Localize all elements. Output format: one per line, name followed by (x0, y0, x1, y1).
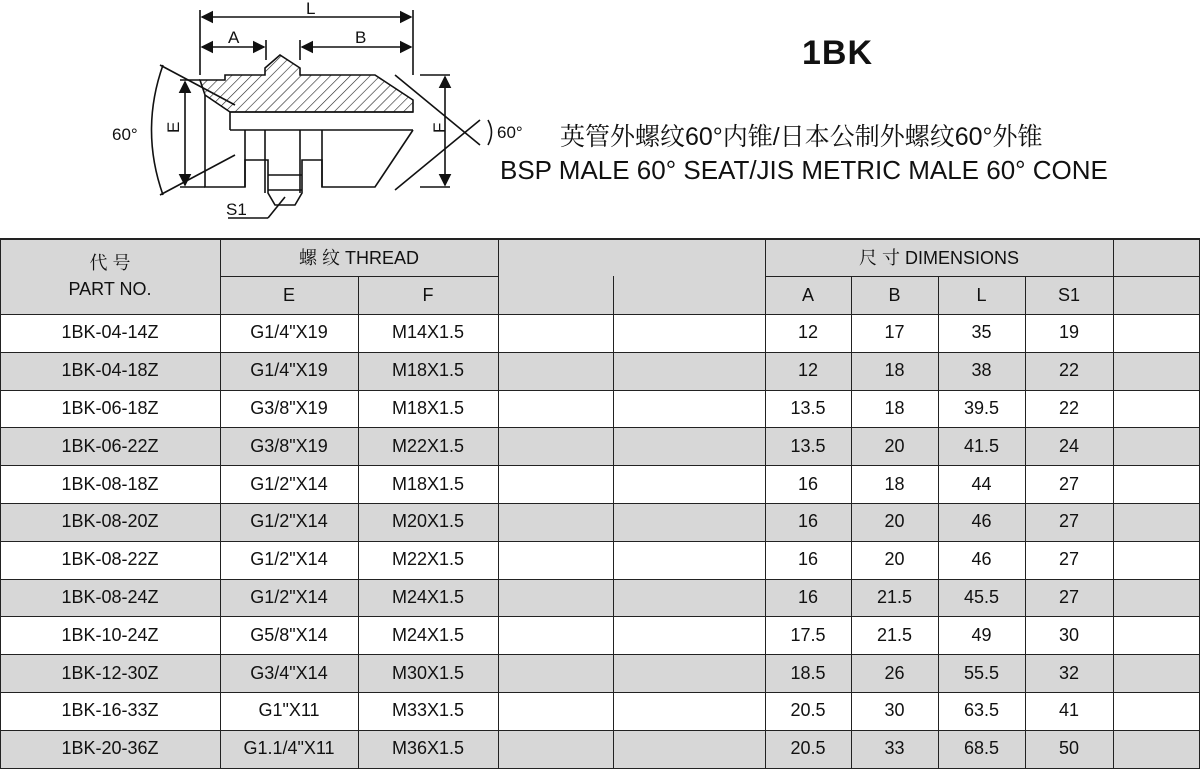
grid-hline (0, 730, 1200, 731)
table-cell-a: 13.5 (790, 435, 826, 456)
table-cell-b: 33 (884, 738, 905, 759)
table-cell-f: M22X1.5 (391, 549, 465, 570)
table-cell-f: M36X1.5 (391, 738, 465, 759)
table-cell-b: 26 (884, 662, 905, 683)
table-cell-f: M18X1.5 (391, 473, 465, 494)
table-cell-l: 68.5 (963, 738, 1000, 759)
table-cell-f: M18X1.5 (391, 397, 465, 418)
grid-vline (938, 276, 939, 768)
angle-label-left: 60° (112, 125, 138, 144)
table-cell-part: 1BK-06-18Z (61, 397, 159, 418)
dim-label-l: L (306, 0, 316, 18)
table-cell-a: 20.5 (790, 738, 826, 759)
table-cell-b: 17 (884, 322, 905, 343)
table-cell-l: 38 (971, 360, 992, 381)
dim-label-e: E (164, 121, 183, 133)
table-cell-l: 35 (971, 322, 992, 343)
grid-vline (1113, 238, 1114, 768)
table-cell-a: 16 (797, 586, 819, 607)
table-cell-s1: 27 (1058, 473, 1080, 494)
table-cell-b: 18 (884, 473, 905, 494)
dim-label-b: B (355, 28, 367, 47)
table-cell-part: 1BK-08-20Z (61, 511, 159, 532)
table-cell-part: 1BK-16-33Z (61, 700, 159, 721)
grid-hline (0, 238, 1200, 240)
grid-hline (0, 465, 1200, 466)
dim-label-a: A (228, 28, 240, 47)
table-cell-a: 18.5 (790, 662, 826, 683)
header-part-en: PART NO. (68, 279, 152, 299)
grid-vline (0, 238, 1, 768)
grid-vline (220, 238, 221, 768)
table-cell-s1: 22 (1058, 360, 1080, 381)
table-cell-e: G3/8"X19 (250, 435, 328, 456)
grid-hline (0, 541, 1200, 542)
header-col-f: F (422, 284, 434, 305)
table-cell-a: 13.5 (790, 397, 826, 418)
table-cell-part: 1BK-20-36Z (61, 738, 159, 759)
grid-hline (0, 390, 1200, 391)
table-cell-b: 21.5 (876, 624, 913, 645)
table-cell-part: 1BK-12-30Z (61, 662, 159, 683)
table-cell-b: 30 (884, 700, 905, 721)
table-cell-s1: 30 (1058, 624, 1080, 645)
table-cell-b: 20 (884, 435, 905, 456)
table-cell-l: 46 (971, 511, 992, 532)
table-cell-f: M33X1.5 (391, 700, 465, 721)
grid-hline (0, 654, 1200, 655)
table-cell-b: 18 (884, 397, 905, 418)
header-part-cn: 代 号 (89, 253, 131, 273)
table-cell-b: 18 (884, 360, 905, 381)
table-cell-l: 49 (971, 624, 992, 645)
table-cell-e: G1/2"X14 (250, 549, 328, 570)
header-col-s1: S1 (1057, 284, 1081, 305)
table-cell-e: G1"X11 (258, 700, 320, 721)
table-cell-e: G1/2"X14 (250, 586, 328, 607)
table-cell-e: G3/4"X14 (250, 662, 328, 683)
table-cell-l: 46 (971, 549, 992, 570)
table-cell-part: 1BK-08-18Z (61, 473, 159, 494)
grid-vline (765, 238, 766, 768)
table-cell-a: 16 (797, 549, 819, 570)
header-dimensions: 尺 寸 DIMENSIONS (858, 248, 1019, 268)
fitting-drawing (100, 0, 523, 226)
table-cell-e: G1/4"X19 (250, 322, 328, 343)
table-cell-part: 1BK-04-18Z (61, 360, 159, 381)
table-cell-l: 44 (971, 473, 992, 494)
grid-hline (0, 427, 1200, 428)
table-cell-a: 20.5 (790, 700, 826, 721)
table-cell-l: 55.5 (963, 662, 1000, 683)
header-col-b: B (888, 284, 901, 305)
subtitle-english: BSP MALE 60° SEAT/JIS METRIC MALE 60° CONE (500, 155, 1108, 185)
table-cell-part: 1BK-08-24Z (61, 586, 159, 607)
grid-vline (1025, 276, 1026, 768)
grid-vline (498, 238, 499, 768)
table-cell-l: 39.5 (963, 397, 1000, 418)
table-cell-a: 16 (797, 511, 819, 532)
grid-vline (613, 276, 614, 768)
grid-hline (0, 314, 1200, 315)
grid-hline (0, 352, 1200, 353)
table-cell-e: G5/8"X14 (250, 624, 328, 645)
dim-label-f: F (430, 122, 449, 133)
table-cell-f: M30X1.5 (391, 662, 465, 683)
table-cell-e: G1/4"X19 (250, 360, 328, 381)
table-cell-f: M20X1.5 (391, 511, 465, 532)
table-cell-s1: 27 (1058, 511, 1080, 532)
table-cell-part: 1BK-04-14Z (61, 322, 159, 343)
grid-hline (220, 276, 498, 277)
table-cell-e: G1.1/4"X11 (243, 738, 335, 759)
table-cell-f: M18X1.5 (391, 360, 465, 381)
table-cell-a: 12 (797, 360, 819, 381)
table-cell-f: M14X1.5 (391, 322, 465, 343)
header-part-no (0, 238, 220, 314)
table-cell-e: G1/2"X14 (250, 511, 328, 532)
table-cell-l: 45.5 (963, 586, 1000, 607)
grid-vline (851, 276, 852, 768)
table-cell-s1: 22 (1058, 397, 1080, 418)
table-cell-part: 1BK-06-22Z (61, 435, 159, 456)
table-cell-a: 17.5 (790, 624, 826, 645)
table-cell-f: M24X1.5 (391, 624, 465, 645)
table-cell-s1: 27 (1058, 586, 1080, 607)
product-title: 1BK (802, 34, 874, 72)
table-cell-s1: 32 (1058, 662, 1080, 683)
grid-hline (765, 276, 1200, 277)
table-cell-b: 21.5 (876, 586, 913, 607)
spec-table (0, 238, 1200, 768)
table-cell-f: M24X1.5 (391, 586, 465, 607)
grid-hline (0, 692, 1200, 693)
table-cell-s1: 27 (1058, 549, 1080, 570)
header-thread: 螺 纹 THREAD (298, 248, 419, 268)
table-cell-s1: 19 (1058, 322, 1080, 343)
table-cell-s1: 41 (1058, 700, 1080, 721)
header-col-l: L (976, 284, 987, 305)
table-cell-part: 1BK-08-22Z (61, 549, 159, 570)
header-col-e: E (282, 284, 295, 305)
grid-hline (0, 503, 1200, 504)
table-cell-b: 20 (884, 549, 905, 570)
grid-hline (0, 579, 1200, 580)
header-col-a: A (801, 284, 814, 305)
angle-label-right: 60° (497, 123, 523, 142)
table-cell-b: 20 (884, 511, 905, 532)
grid-vline (358, 276, 359, 768)
table-cell-e: G1/2"X14 (250, 473, 328, 494)
table-cell-a: 16 (797, 473, 819, 494)
grid-hline (0, 616, 1200, 617)
subtitle-chinese: 英管外螺纹60°内锥/日本公制外螺纹60°外锥 (560, 123, 1043, 151)
table-cell-s1: 50 (1058, 738, 1080, 759)
table-cell-f: M22X1.5 (391, 435, 465, 456)
table-cell-e: G3/8"X19 (250, 397, 328, 418)
table-cell-s1: 24 (1058, 435, 1080, 456)
table-cell-l: 41.5 (963, 435, 1000, 456)
table-cell-l: 63.5 (963, 700, 1000, 721)
dim-label-s1: S1 (226, 200, 247, 219)
table-cell-part: 1BK-10-24Z (61, 624, 159, 645)
table-cell-a: 12 (797, 322, 819, 343)
